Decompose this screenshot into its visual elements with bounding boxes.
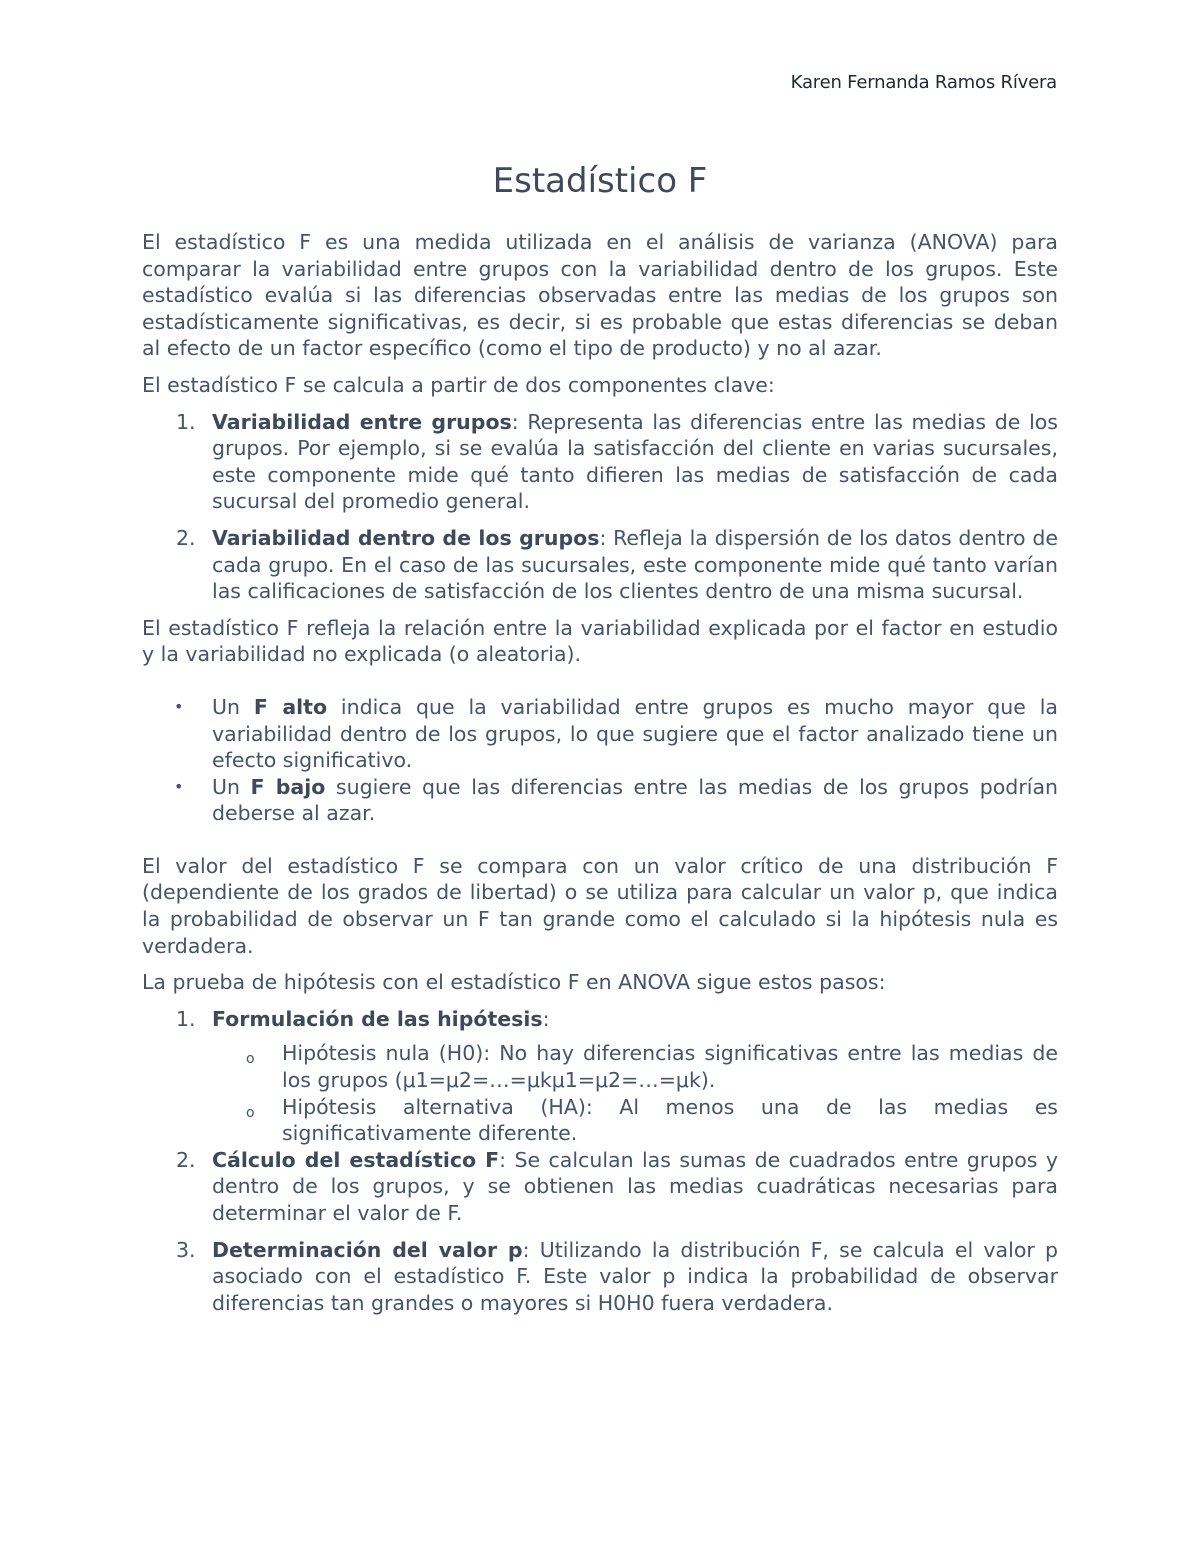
relation-paragraph: El estadístico F refleja la relación entre la variabilidad explicada por el factor en estudio y la variabilidad no explicada (o aleatoria).: [142, 615, 1058, 667]
document-title: Estadístico F: [492, 160, 708, 201]
bullet-icon: •: [174, 696, 184, 716]
term-p-value: Determinación del valor p: [212, 1237, 523, 1262]
list-number: 1.: [176, 409, 196, 434]
hypotheses-sublist: [142, 1040, 1058, 1146]
critical-value-paragraph: El valor del estadístico F se compara con un valor crítico de una distribución F (dependiente de los grados de libertad) o se utiliza para calcular un valor p, que indica la probabilidad de observar un F tan grande como el calculado si la hipótesis nula es verdadera.: [142, 853, 1058, 958]
list-number: 2.: [176, 1147, 196, 1172]
term-f-alto: F alto: [253, 694, 328, 719]
item-text: : Representa las diferencias entre las medias de los grupos. Por ejemplo, si se evalúa la satisfacción del cliente en varias sucursales, este componente mide qué tanto difieren las medias de satisfacción de cada sucursal del promedio general.: [212, 409, 1058, 514]
item-text: sugiere que las diferencias entre las medias de los grupos podrían deberse al azar.: [212, 774, 1058, 826]
list-item: [142, 525, 1058, 605]
item-text: : Refleja la dispersión de los datos dentro de cada grupo. En el caso de las sucursales, este componente mide qué tanto varían las calificaciones de satisfacción de los clientes dentro de una misma sucursal.: [212, 525, 1058, 604]
components-intro: El estadístico F se calcula a partir de dos componentes clave:: [142, 372, 775, 397]
list-item: 1. Formulación de las hipótesis:: [176, 1006, 550, 1031]
list-item: [142, 1237, 1058, 1317]
term-calculation: Cálculo del estadístico F: [212, 1147, 500, 1172]
item-text: : Utilizando la distribución F, se calcula el valor p asociado con el estadístico F. Este valor p indica la probabilidad de observar diferencias tan grandes o mayores si H0H0 fuera verdadera.: [212, 1237, 1059, 1315]
interpretation-list: [142, 694, 1058, 827]
bullet-icon: •: [174, 776, 184, 796]
term-within-groups: Variabilidad dentro de los grupos: [212, 525, 600, 550]
intro-paragraph: El estadístico F es una medida utilizada en el análisis de varianza (ANOVA) para comparar la variabilidad entre grupos con la variabilidad dentro de los grupos. Este estadístico evalúa si las diferencias observadas entre las medias de los grupos son estadísticamente significativas, es decir, si es probable que estas diferencias se deban al efecto de un factor específico (como el tipo de producto) y no al azar.: [142, 230, 1058, 361]
list-item: • Un F bajo sugiere que las diferencias entre las medias de los grupos podrían deberse al azar.: [174, 774, 1058, 826]
list-item: [212, 1094, 1058, 1147]
list-item: [212, 1040, 1058, 1093]
term-f-bajo: F bajo: [250, 774, 326, 799]
list-item: [142, 1147, 1058, 1227]
item-text: Hipótesis alternativa (HA): Al menos una de las medias es significativamente diferente.: [282, 1094, 1058, 1146]
list-number: 3.: [176, 1237, 196, 1262]
item-text: : Se calculan las sumas de cuadrados entre grupos y dentro de los grupos, y se obtienen las medias cuadráticas necesarias para determinar el valor de F.: [212, 1147, 1058, 1225]
steps-list: [142, 1006, 1058, 1317]
list-number: 1.: [176, 1006, 196, 1031]
item-text: indica que la variabilidad entre grupos es mucho mayor que la variabilidad dentro de los grupos, lo que sugiere que el factor analizado tiene un efecto significativo.: [212, 694, 1058, 773]
components-list: [142, 409, 1058, 605]
header-author: Karen Fernanda Ramos Rívera: [790, 72, 1057, 93]
document-body: [142, 229, 1058, 1326]
steps-intro: La prueba de hipótesis con el estadístico F en ANOVA sigue estos pasos:: [142, 970, 886, 995]
circle-bullet-icon: o: [246, 1104, 255, 1121]
term-hypotheses: Formulación de las hipótesis: [212, 1006, 543, 1031]
term-between-groups: Variabilidad entre grupos: [212, 409, 512, 434]
circle-bullet-icon: o: [246, 1051, 255, 1068]
item-text: Hipótesis nula (H0): No hay diferencias significativas entre las medias de los grupos (μ1=μ2=…=μkμ1=μ2=…=μk).: [282, 1041, 1058, 1093]
list-number: 2.: [176, 525, 196, 550]
list-item: • Un F alto indica que la variabilidad entre grupos es mucho mayor que la variabilidad dentro de los grupos, lo que sugiere que el factor analizado tiene un efecto significativo.: [174, 694, 1058, 773]
list-item: [142, 409, 1058, 515]
